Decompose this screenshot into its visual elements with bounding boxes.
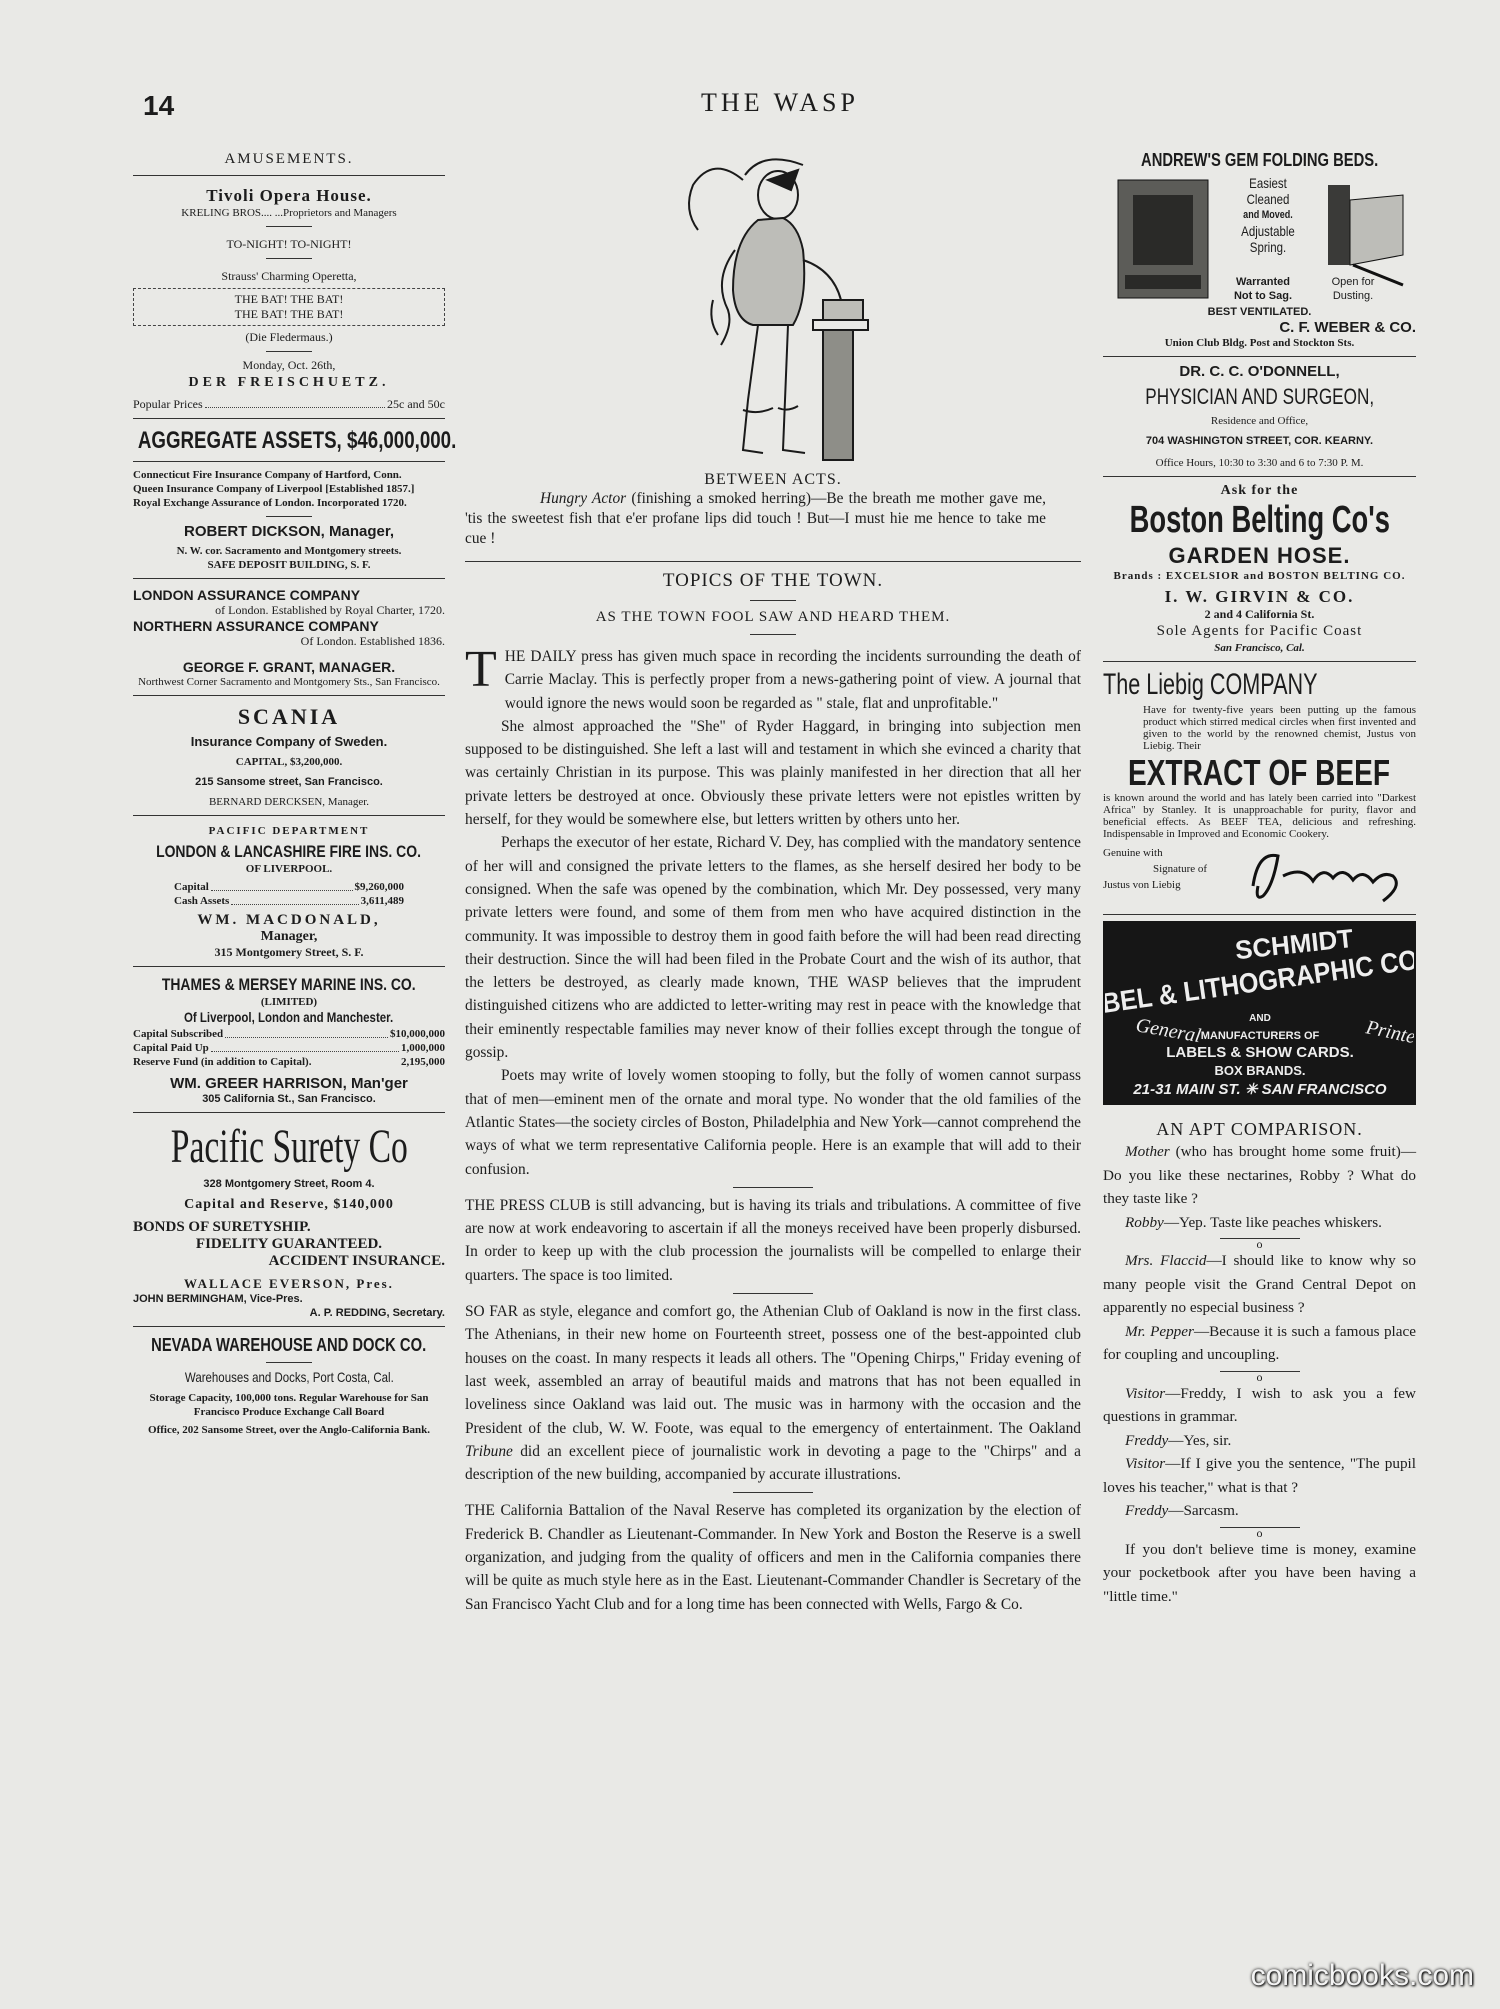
boston-agent-address: 2 and 4 California St. [1204,607,1315,621]
apt-line-3: —I should like to know why so many people visit the Grand Central Depot on apparently no especial business ? [1103,1252,1417,1316]
apt-line-4: —Because it is such a famous place for coupling and uncoupling. [1103,1322,1417,1363]
operetta-line: Strauss' Charming Operetta, [221,269,357,283]
amusements-heading: AMUSEMENTS. [224,151,354,167]
apt-speaker-6: Freddy [1125,1431,1169,1449]
beds-feature-4: Adjustable [1241,223,1295,239]
lancashire-capital-value: $9,260,000 [354,881,404,893]
apt-speaker-7: Visitor [1125,1455,1166,1472]
middle-article-column [465,150,1081,1616]
thames-subscribed-value: $10,000,000 [390,1028,445,1040]
apt-speaker-1: Mother [1125,1143,1170,1160]
actor-illustration [673,150,873,465]
liebig-signature-name: Justus von Liebig [1103,879,1181,891]
apt-dialog-4 [1103,1320,1416,1367]
schmidt-mfr: MANUFACTURERS OF [1200,1030,1320,1042]
schmidt-logo-graphic [1105,923,1414,1099]
apt-speaker-3: Mrs. Flaccid [1125,1252,1207,1269]
apt-separator-2: o [1220,1371,1300,1382]
thames-reserve-value: 2,195,000 [401,1056,445,1068]
dickson-building: SAFE DEPOSIT BUILDING, S. F. [207,559,371,571]
thames-paid-value: 1,000,000 [401,1042,445,1054]
monday-line: Monday, Oct. 26th, [242,358,336,372]
liebig-body: is known around the world and has lately been carried into "Darkest Africa" by Stanley. It is unapproachable for purity, flavor and beneficial effects. As BEEF TEA, delicious and refreshing. Indispensable in Improved and Economic Cookery. [1103,792,1416,840]
beds-feature-2: Cleaned [1246,191,1290,207]
apt-dialog-3 [1103,1249,1416,1320]
schmidt-address: 21-31 MAIN ST. ✳ SAN FRANCISCO [1133,1081,1387,1098]
tonight-line: TO-NIGHT! TO-NIGHT! [226,237,352,251]
nevada-office: Office, 202 Sansome Street, over the Anglo-California Bank. [148,1424,430,1436]
lancashire-capital-row [174,880,404,894]
schmidt-line-1: SCHMIDT [1233,923,1355,966]
beds-open-1: Open for [1331,276,1375,288]
beds-address: Union Club Bldg. Post and Stockton Sts. [1164,337,1355,349]
bat-box [133,288,445,326]
doctor-title: PHYSICIAN AND SURGEON, [1145,384,1374,409]
boston-agent: I. W. GIRVIN & CO. [1164,587,1355,606]
liebig-title: The Liebig COMPANY [1103,668,1318,701]
beds-open [1313,275,1393,303]
thames-paid-label: Capital Paid Up [133,1042,209,1054]
beds-features [1231,175,1305,255]
lancashire-cash-row [174,894,404,908]
surety-president: WALLACE EVERSON, Pres. [184,1276,394,1291]
scania-title: SCANIA [237,704,341,729]
prices-label: Popular Prices [133,397,203,411]
beds-title: ANDREW'S GEM FOLDING BEDS. [1140,150,1379,170]
grant-manager: GEORGE F. GRANT, MANAGER. [182,659,396,675]
harrison-address: 305 California St., San Francisco. [202,1093,376,1105]
apt-closing: If you don't believe time is money, examine your pocketbook after you have been having a "little time." [1103,1540,1416,1605]
paragraph-poets: Poets may write of lovely women stooping to folly, but the folly of women cannot surpass that of men—eminent men of the ornate and moral type. No wonder that the old families of the Atlantic States—the society circles of Boston, Philadelphia and New York—cannot comprehend the ways of what we term representative California people. Here is an example that will add to their confusion. [465,1067,1081,1178]
grant-address: Northwest Corner Sacramento and Montgomery Sts., San Francisco. [138,676,440,688]
paragraph-carrie-maclay [465,641,1081,715]
scania-address: 215 Sansome street, San Francisco. [195,776,383,788]
apt-dialog-2 [1103,1211,1416,1235]
boston-title: Boston Belting Co's [1129,499,1390,541]
left-ad-column [133,150,457,1437]
apt-line-2: —Yep. Taste like peaches whiskers. [1163,1213,1382,1231]
apt-line-8: —Sarcasm. [1168,1502,1239,1519]
thames-limited: (LIMITED) [260,996,318,1008]
paragraph-naval-reserve: THE California Battalion of the Naval Reserve has completed its organization by the election of Frederick B. Chandler as Lieutenant-Commander. In New York and Boston the Reserve is a swell organization, and judging from the quality of officers and men in the California companies there will be quite as much style here as in the East. Lieutenant-Commander Chandler is Secretary of the San Francisco Yacht Club and for a long time has been connected with Wells, Fargo & Co. [465,1502,1081,1613]
surety-vp: JOHN BERMINGHAM, Vice-Pres. [133,1293,303,1305]
thames-subscribed-label: Capital Subscribed [133,1028,224,1040]
doctor-address: 704 WASHINGTON STREET, COR. KEARNY. [1145,435,1374,447]
masthead: THE WASP [701,88,859,117]
doctor-hours: Office Hours, 10:30 to 3:30 and 6 to 7:30 P. M. [1155,457,1364,469]
apt-separator-3: o [1220,1527,1300,1538]
nevada-storage: Storage Capacity, 100,000 tons. Regular Warehouse for San Francisco Produce Exchange Call Board [149,1392,429,1418]
apt-line-1: (who has brought home some fruit)—Do you like these nectarines, Robby ? What do they taste like ? [1103,1143,1417,1207]
apt-speaker-2: Robby [1125,1213,1164,1231]
surety-line-1: BONDS OF SURETYSHIP. [133,1219,311,1235]
beds-feature-3: and Moved. [1243,209,1293,221]
harrison-manager: WM. GREER HARRISON, Man'ger [170,1075,408,1092]
schmidt-labels: LABELS & SHOW CARDS. [1166,1044,1354,1061]
beds-open-2: Dusting. [1332,290,1374,302]
caption-speaker: Hungry Actor [540,490,627,507]
tivoli-title: Tivoli Opera House. [206,186,372,205]
boston-product: GARDEN HOSE. [1168,543,1351,568]
dickson-address: N. W. cor. Sacramento and Montgomery streets. [176,545,402,557]
freischuetz-line: DER FREISCHUETZ. [188,375,390,390]
apt-separator-1: o [1220,1238,1300,1249]
pacific-surety-title: Pacific Surety Co [170,1120,408,1173]
apt-line-5: —Freddy, I wish to ask you a few questions in grammar. [1103,1384,1416,1425]
paragraph-press-club: THE PRESS CLUB is still advancing, but is having its trials and tribulations. A committee of five are now at work endeavoring to ascertain if all the moneys received have been properly disbursed. In order to keep up with the club procession the journalists will be compelled to enlarge their quarters. The space is too limited. [465,1196,1081,1284]
beds-ventilated: BEST VENTILATED. [1207,306,1312,318]
apt-line-7: —If I give you the sentence, "The pupil loves his teacher," what is that ? [1103,1455,1416,1496]
fledermaus-line: (Die Fledermaus.) [245,330,333,344]
tivoli-managers: KRELING BROS.... ...Proprietors and Managers [181,207,397,219]
thames-paid-row [133,1041,445,1055]
paragraph-1-text: HE DAILY press has given much space in recording the incidents surrounding the death of Carrie Maclay. This is perfectly proper from a news-gathering point of view. A journal that would ignore the news would soon be regarded as " stale, flat and unprofitable." [504,648,1081,712]
aggregate-company-3: Royal Exchange Assurance of London. Incorporated 1720. [133,497,407,509]
macdonald-address: 315 Montgomery Street, S. F. [214,945,364,959]
surety-line-2: FIDELITY GUARANTEED. [195,1236,383,1252]
scania-capital: CAPITAL, $3,200,000. [235,756,343,768]
lancashire-title: LONDON & LANCASHIRE FIRE INS. CO. [156,842,422,861]
site-watermark: comicbooks.com [1250,1959,1474,1992]
northern-established: Of London. Established 1836. [300,634,445,648]
schmidt-printers: Printers [1363,1016,1414,1052]
northern-assurance: NORTHERN ASSURANCE COMPANY [133,618,379,634]
scania-manager: BERNARD DERCKSEN, Manager. [208,796,370,808]
thames-reserve-row [133,1055,445,1069]
athenian-text-b: did an excellent piece of journalistic work in devoting a page to the "Chirps" and a description of the new building, accompanied by accurate illustrations. [465,1442,1081,1484]
drop-cap: T [465,641,497,698]
thames-title: THAMES & MERSEY MARINE INS. CO. [162,975,416,994]
apt-title: AN APT COMPARISON. [1156,1119,1363,1139]
right-ad-column [1103,150,1416,1608]
beds-company: C. F. WEBER & CO. [1279,319,1416,336]
apt-speaker-4: Mr. Pepper [1125,1322,1194,1340]
beds-feature-1: Easiest [1249,175,1287,191]
schmidt-general: General [1134,1014,1203,1048]
paragraph-athenian-club [465,1300,1081,1486]
apt-line-6: —Yes, sir. [1168,1431,1232,1449]
thames-subscribed-row [133,1027,445,1041]
liebig-signature [1243,846,1413,906]
athenian-text-a: SO FAR as style, elegance and comfort go, the Athenian Club of Oakland is now in the first class. The Athenians, in their new home on Fourteenth street, possess one of the best-appointed club houses on the coast. In many respects it leads all others. The "Opening Chirps," Friday evening of last week, assembled an array of beautiful maids and matrons that has not been equalled in loveliness since Oakland was laid out. The music was in harmony with the occasion and the President of the club, W. W. Foote, was equal to the emergency of entertainment. The Oakland [465,1303,1081,1437]
surety-secretary: A. P. REDDING, Secretary. [309,1307,445,1319]
paragraph-she: She almost approached the "She" of Ryder Haggard, in bringing into subjection men supposed to be distinguished. She left a last will and testament in which she evinced a charity that was certainly Christian in its purpose. This was plainly manifested in her direction that all her private letters be destroyed at once. Obviously these private letters were not epistles written by herself, for they would be somewhere else, but letters written by others unto her. [465,717,1081,829]
liebig-signature-label: Signature of [1153,863,1208,875]
caption-title: BETWEEN ACTS. [704,471,842,488]
nevada-title: NEVADA WAREHOUSE AND DOCK CO. [151,1335,427,1355]
beds-warranted-2: Not to Sag. [1233,290,1293,302]
liebig-genuine: Genuine with [1103,847,1163,859]
beds-warranted [1223,275,1303,303]
surety-address: 328 Montgomery Street, Room 4. [203,1178,375,1190]
prices-row [133,397,445,412]
beds-ad [1103,175,1416,305]
macdonald-name: WM. MACDONALD, [197,912,381,928]
prices-value: 25c and 50c [387,397,445,411]
pacific-dept-heading: PACIFIC DEPARTMENT [208,825,370,837]
lancashire-of: OF LIVERPOOL. [245,863,333,875]
topics-subtitle: AS THE TOWN FOOL SAW AND HEARD THEM. [595,609,951,625]
liebig-product: EXTRACT OF BEEF [1128,752,1391,793]
aggregate-ad [133,427,457,455]
apt-dialog-1 [1103,1140,1416,1211]
bat-line-2: THE BAT! THE BAT! [234,307,344,321]
apt-speaker-5: Visitor [1125,1384,1166,1402]
london-assurance: LONDON ASSURANCE COMPANY [133,587,361,603]
lancashire-cash-value: 3,611,489 [360,895,404,907]
lancashire-cash-label: Cash Assets [174,895,230,907]
nevada-sub: Warehouses and Docks, Port Costa, Cal. [184,1369,394,1385]
aggregate-company-2: Queen Insurance Company of Liverpool [Established 1857.] [133,483,415,495]
caption-text [465,489,1081,549]
scania-sub: Insurance Company of Sweden. [190,734,388,749]
apt-dialog-8 [1103,1499,1416,1523]
macdonald-title: Manager, [260,929,318,944]
aggregate-heading: AGGREGATE ASSETS, $46,000,000. [137,427,457,454]
doctor-residence: Residence and Office, [1210,415,1309,427]
topics-title: TOPICS OF THE TOWN. [662,570,884,591]
liebig-intro: Have for twenty-five years been putting up the famous product which stirred medical circles when first invented and given to the world by the renowned chemist, Justus von Liebig. Their [1143,704,1416,752]
schmidt-litho-logo [1103,921,1416,1105]
paragraph-executor: Perhaps the executor of her estate, Richard V. Dey, has complied with the mandatory sentence of her will and consigned the private letters to the flames, as she herself desired her body to be consigned. When the safe was opened by the combination, which Mr. Dey possessed, very many private letters were found, and some of them from men who have acquired distinction in the community. It was impossible to destroy them in good faith before the will had been read directing their destruction. Since the will had been filed in the Probate Court and the wish of its author, that the letters be destroyed, as clearly made known, THE WASP believes that the imprudent distinguished citizens who are addicted to letter-writing may rest in peace with the knowledge that their eminently respectable families may never know of their follies except through the tongue of gossip. [465,834,1081,1062]
apt-dialog-7 [1103,1452,1416,1499]
thames-of: Of Liverpool, London and Manchester. [184,1009,394,1025]
schmidt-and: AND [1249,1013,1271,1024]
boston-sole-agents: Sole Agents for Pacific Coast [1156,623,1363,639]
lancashire-capital-label: Capital [174,881,209,893]
boston-brands: Brands : EXCELSIOR and BOSTON BELTING CO. [1113,570,1406,582]
dickson-manager: ROBERT DICKSON, Manager, [183,523,395,540]
boston-city: San Francisco, Cal. [1214,642,1305,654]
bat-line-1: THE BAT! THE BAT! [234,292,344,306]
london-charter: of London. Established by Royal Charter, 1720. [215,603,445,617]
tribune-italic: Tribune [465,1442,513,1460]
page-number: 14 [143,90,175,121]
doctor-name: DR. C. C. O'DONNELL, [1179,363,1340,380]
apt-speaker-8: Freddy [1125,1502,1169,1519]
surety-line-3: ACCIDENT INSURANCE. [268,1253,445,1269]
surety-capital: Capital and Reserve, $140,000 [184,1197,394,1212]
beds-feature-5: Spring. [1249,239,1287,255]
beds-warranted-1: Warranted [1236,276,1290,288]
caption-body: (finishing a smoked herring)—Be the breath me mother gave me, 'tis the sweetest fish that e'er profane lips did touch ! But—I must hie me hence to take me cue ! [465,490,1046,547]
schmidt-line-2: LABEL & LITHOGRAPHIC CO [1105,943,1414,1024]
apt-dialog-6 [1103,1429,1416,1453]
thames-reserve-label: Reserve Fund (in addition to Capital). [133,1056,312,1068]
boston-ask: Ask for the [1220,483,1299,498]
apt-dialog-5 [1103,1382,1416,1429]
schmidt-box: BOX BRANDS. [1214,1063,1306,1078]
liebig-signature-block [1103,846,1416,908]
aggregate-company-1: Connecticut Fire Insurance Company of Hartford, Conn. [133,469,402,481]
